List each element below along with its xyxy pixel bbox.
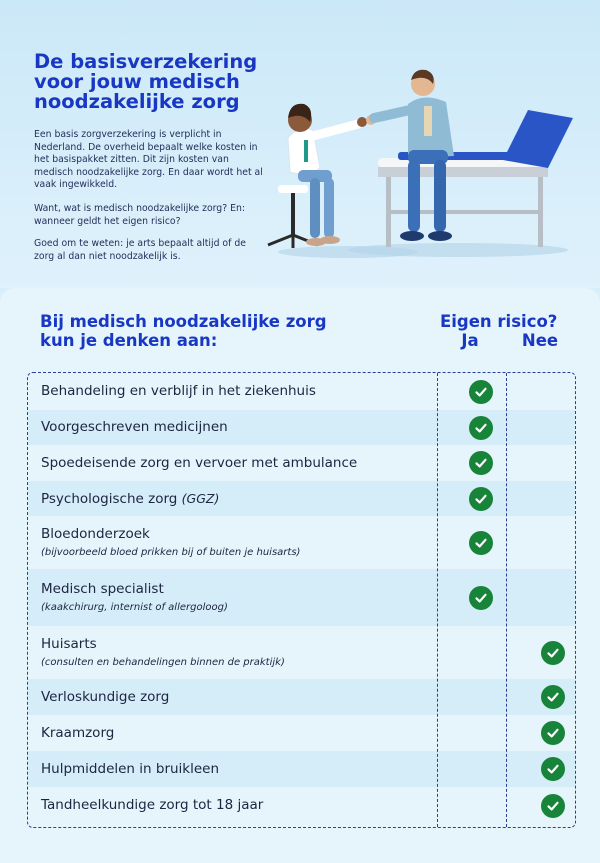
care-type-cell [28,516,437,569]
care-type-text: Behandeling en verblijf in het ziekenhuis [41,383,316,399]
check-circle-icon [541,641,565,665]
care-type-text: Hulpmiddelen in bruikleen [41,760,220,777]
care-type-text: Tandheelkundige zorg tot 18 jaar [41,797,264,813]
check-circle-icon [469,531,493,555]
check-circle-icon [469,451,493,475]
care-type-cell [28,751,437,787]
care-type-text: Medisch specialist [41,580,164,597]
care-type-cell [28,626,437,679]
note-paragraph: Goed om te weten: je arts bepaalt altijd of de zorg al dan niet noodzakelijk is. [34,238,246,262]
care-type-label [41,490,437,508]
care-type-label [41,526,437,543]
care-type-note: (bijvoorbeeld bloed prikken bij of buiten je huisarts) [41,546,301,558]
care-type-cell [28,787,437,824]
care-type-label [41,581,437,598]
hero-section [0,0,600,288]
table-row [28,445,576,481]
care-type-text: Bloedonderzoek [41,525,150,542]
care-type-cell [28,679,437,715]
care-type-cell [28,445,437,481]
care-type-cell [28,715,437,751]
check-circle-icon [541,794,565,818]
check-circle-icon [469,416,493,440]
column-divider [506,373,507,827]
check-circle-icon [541,685,565,709]
table-row [28,516,576,569]
column-nee-header: Nee [521,331,559,350]
table-row [28,751,576,787]
check-circle-icon [469,586,493,610]
care-type-label [41,725,437,742]
column-divider [437,373,438,827]
check-circle-icon [469,487,493,511]
page-title: De basisverzekering voor jouw medisch noodzakelijke zorg [34,50,258,113]
table-row [28,373,576,410]
check-circle-icon [541,757,565,781]
question-paragraph: Want, wat is medisch noodzakelijke zorg? En: wanneer geldt het eigen risico? [34,203,245,227]
table-row [28,410,576,445]
care-type-label [41,419,437,436]
table-row [28,481,576,516]
care-type-label [41,689,437,706]
care-type-text: Psychologische zorg [41,490,182,507]
table-row [28,626,576,679]
care-type-note: (kaakchirurg, internist of allergoloog) [41,601,228,613]
intro-paragraph: Een basis zorgverzekering is verplicht in Nederland. De overheid bepaalt welke kosten in het basispakket zitten. Dit zijn kosten van medisch noodzakelijke zorg. En daar wordt het al vaak ingewikkeld. [34,129,263,190]
care-type-abbreviation: (GGZ) [181,490,220,506]
care-type-label [41,797,437,814]
care-type-text: Voorgeschreven medicijnen [41,419,228,435]
doctor-patient-illustration [258,60,588,270]
care-type-text: Spoedeisende zorg en vervoer met ambulance [41,454,358,471]
care-type-label [41,455,437,472]
care-type-text: Verloskundige zorg [41,688,170,705]
care-type-cell [28,373,437,410]
care-table [27,372,576,828]
care-type-label [41,761,437,778]
coverage-card [0,288,600,863]
column-ja-header: Ja [461,331,479,350]
care-type-text: Kraamzorg [41,724,115,741]
care-type-label [41,383,437,400]
care-type-label [41,636,437,653]
table-heading: Bij medisch noodzakelijke zorg kun je denken aan: [40,312,327,350]
care-type-text: Huisarts [41,635,97,652]
eigen-risico-header: Eigen risico? [440,312,558,331]
check-circle-icon [469,380,493,404]
care-type-cell [28,410,437,445]
table-row [28,679,576,715]
table-row [28,569,576,626]
care-type-note: (consulten en behandelingen binnen de praktijk) [41,656,285,668]
table-row [28,715,576,751]
care-type-cell [28,481,437,516]
table-row [28,787,576,824]
check-circle-icon [541,721,565,745]
care-type-cell [28,569,437,626]
